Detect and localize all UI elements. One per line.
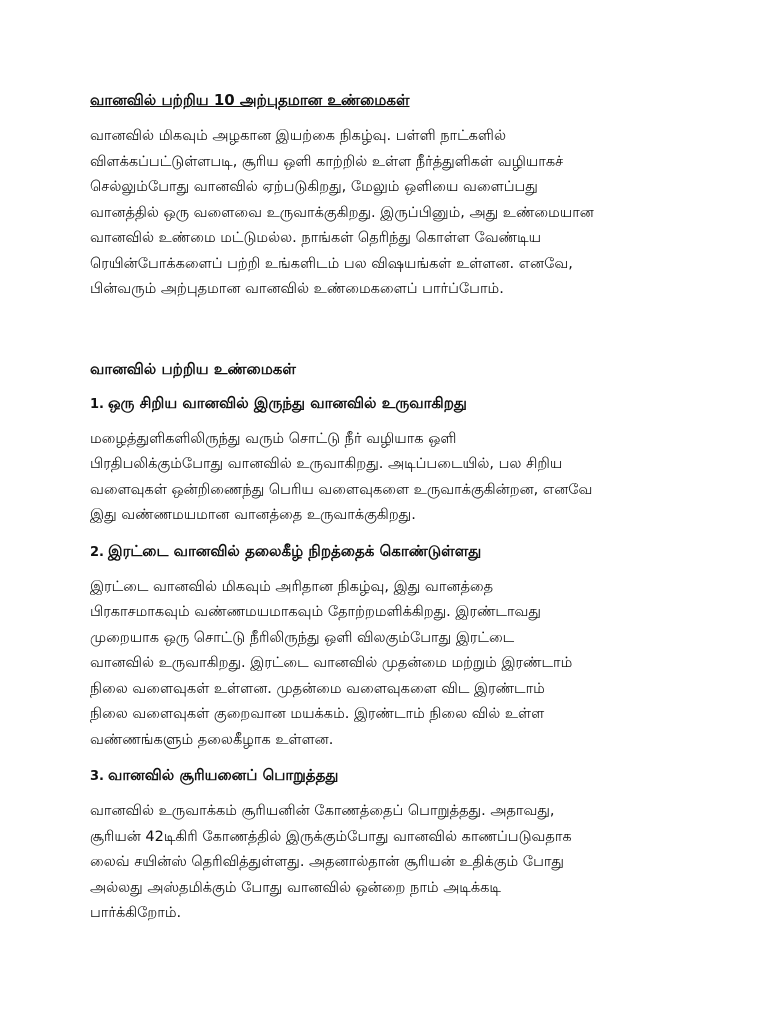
fact-paragraph (90, 799, 690, 927)
fact-heading (90, 391, 690, 417)
intro-paragraph (90, 124, 690, 303)
intro-line: வானவில் மிகவும் அழகான இயற்கை நிகழ்வு. பள்ளி நாட்களில் (90, 128, 506, 144)
document-title: வானவில் பற்றிய 10 அற்புதமான உண்மைகள் (90, 91, 410, 109)
fact-line: லைவ் சயின்ஸ் தெரிவித்துள்ளது. அதனால்தான் சூரியன் உதிக்கும் போது (90, 854, 565, 870)
intro-line: வானவில் உண்மை மட்டுமல்ல. நாங்கள் தெரிந்து கொள்ள வேண்டிய (90, 230, 542, 246)
fact-number: 1. (90, 396, 104, 412)
fact-line: வளைவுகள் ஒன்றிணைந்து பெரிய வளைவுகளை உருவாக்குகின்றன, எனவே (90, 481, 593, 498)
fact-paragraph (90, 427, 690, 529)
intro-line: வானத்தில் ஒரு வளைவை உருவாக்குகிறது. இருப்பினும், அது உண்மையான (90, 204, 594, 221)
fact-line: நிலை வளைவுகள் உள்ளன. முதன்மை வளைவுகளை விட இரண்டாம் (90, 680, 545, 697)
fact-line: அல்லது அஸ்தமிக்கும் போது வானவில் ஒன்றை நாம் அடிக்கடி (90, 879, 501, 896)
fact-heading (90, 539, 690, 565)
fact-heading-text: ஒரு சிறிய வானவில் இருந்து வானவில் உருவாகிறது (107, 393, 467, 412)
fact-1 (90, 391, 690, 529)
fact-line: வண்ணங்களும் தலைகீழாக உள்ளன. (90, 731, 334, 748)
fact-number: 3. (90, 769, 104, 784)
fact-line: மழைத்துளிகளிலிருந்து வரும் சொட்டு நீர் வழியாக ஒளி (90, 430, 457, 447)
fact-line: வானவில் உருவாகிறது. இரட்டை வானவில் முதன்மை மற்றும் இரண்டாம் (90, 655, 573, 671)
fact-number: 2. (90, 544, 104, 560)
intro-line: பின்வரும் அற்புதமான வானவில் உண்மைகளைப் பார்ப்போம். (90, 281, 504, 297)
fact-heading-text: வானவில் சூரியனைப் பொறுத்தது (107, 766, 339, 784)
fact-line: இது வண்ணமயமான வானத்தை உருவாக்குகிறது. (90, 507, 416, 523)
fact-line: வானவில் உருவாக்கம் சூரியனின் கோணத்தைப் பொறுத்தது. அதாவது, (90, 803, 555, 819)
fact-line: பிரதிபலிக்கும்போது வானவில் உருவாகிறது. அடிப்படையில், பல சிறிய (90, 456, 563, 472)
fact-heading-text: இரட்டை வானவில் தலைகீழ் நிறத்தைக் கொண்டுள்ளது (107, 541, 482, 560)
fact-2 (90, 539, 690, 754)
fact-paragraph (90, 575, 690, 754)
fact-3 (90, 763, 690, 927)
fact-line: இரட்டை வானவில் மிகவும் அரிதான நிகழ்வு, இது வானத்தை (90, 578, 494, 595)
fact-heading (90, 763, 690, 789)
fact-line: முறையாக ஒரு சொட்டு நீரிலிருந்து ஒளி விலகும்போது இரட்டை (90, 629, 515, 646)
section-heading: வானவில் பற்றிய உண்மைகள் (90, 359, 296, 378)
fact-line: பிரகாசமாகவும் வண்ணமயமாகவும் தோற்றமளிக்கிறது. இரண்டாவது (90, 604, 542, 620)
fact-line: சூரியன் 42டிகிரி கோணத்தில் இருக்கும்போது வானவில் காணப்படுவதாக (90, 828, 572, 845)
intro-line: விளக்கப்பட்டுள்ளபடி, சூரிய ஒளி காற்றில் உள்ள நீர்த்துளிகள் வழியாகச் (90, 153, 564, 170)
fact-line: பார்க்கிறோம். (90, 905, 182, 921)
intro-line: ரெயின்போக்களைப் பற்றி உங்களிடம் பல விஷயங்கள் உள்ளன. எனவே, (90, 255, 573, 272)
intro-line: செல்லும்போது வானவில் ஏற்படுகிறது, மேலும் ஒளியை வளைப்பது (90, 179, 538, 195)
fact-line: நிலை வளைவுகள் குறைவான மயக்கம். இரண்டாம் நிலை வில் உள்ள (90, 706, 545, 722)
document-page (90, 88, 690, 931)
